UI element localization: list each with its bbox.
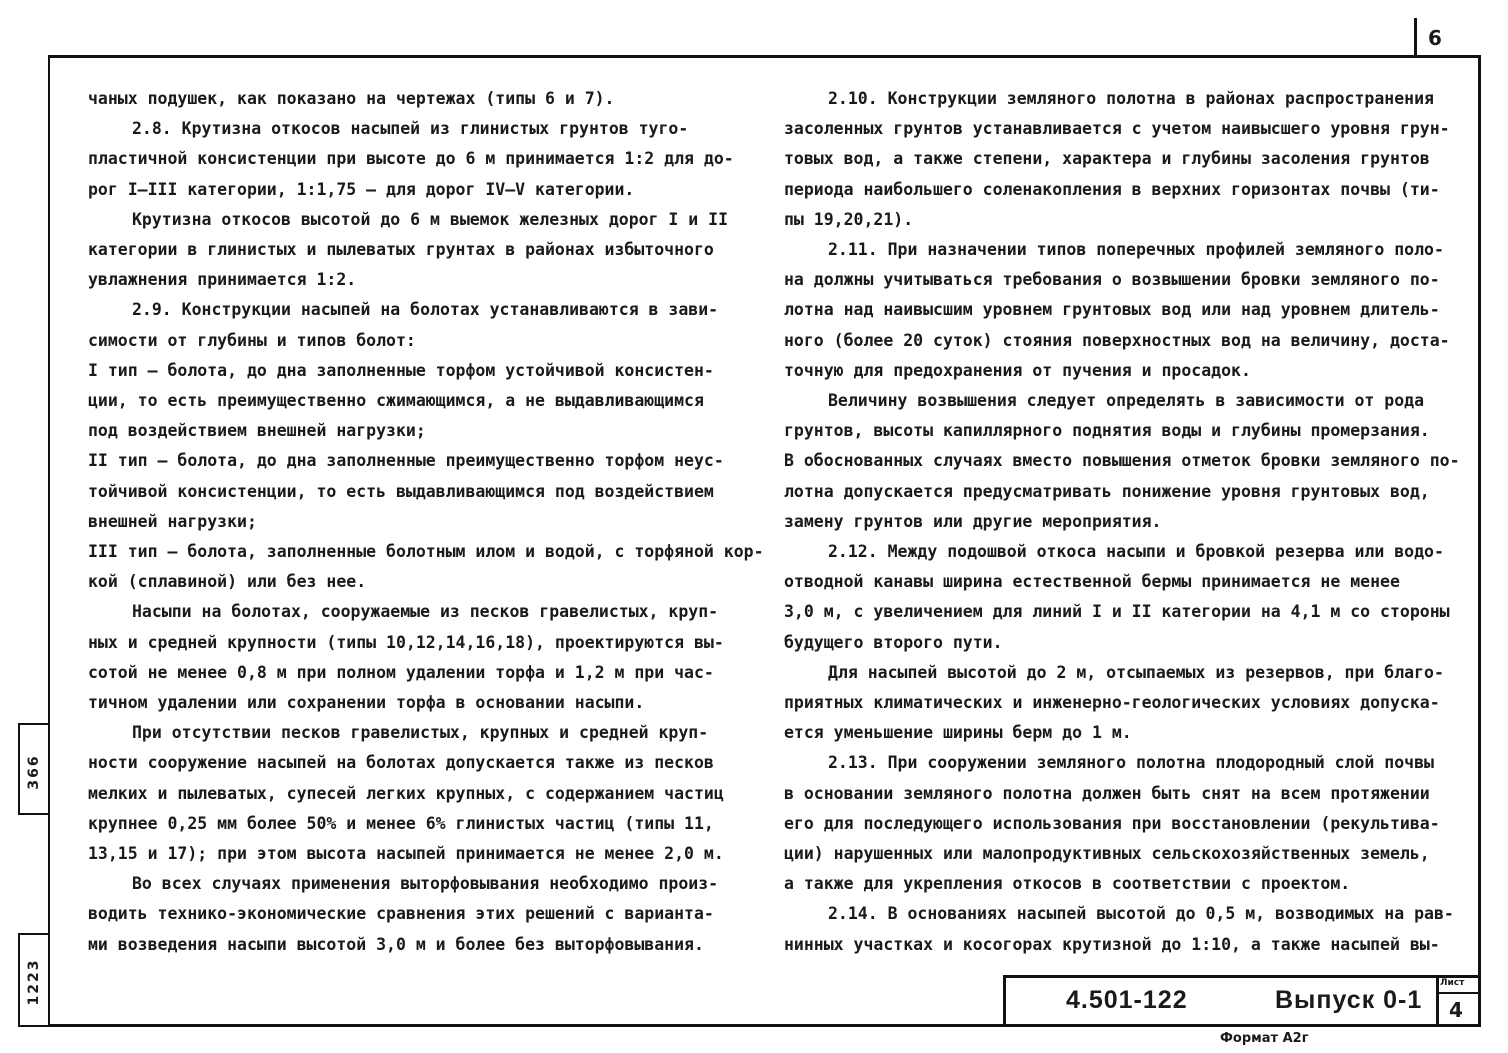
text-line: периода наибольшего соленакопления в верхних горизонтах почвы (ти- [784,179,1440,199]
text-line: ми возведения насыпи высотой 3,0 м и более без выторфовывания. [88,934,704,954]
text-line: приятных климатических и инженерно-геологических условиях допуска- [784,693,1440,713]
text-line: нинных участках и косогорах крутизной до 1:10, а также насыпей вы- [784,934,1440,954]
text-line: тичном удалении или сохранении торфа в основании насыпи. [88,693,645,713]
text-line: 2.14. В основаниях насыпей высотой до 0,5 м, возводимых на рав- [828,904,1454,924]
sheet-number: 4 [1449,998,1463,1022]
text-line: внешней нагрузки; [88,511,257,531]
title-block-sheet-divider [1436,975,1439,1027]
title-block-sheet-line [1436,992,1481,994]
text-line: засоленных грунтов устанавливается с учетом наивысшего уровня грун- [784,119,1450,139]
text-line: точную для предохранения от пучения и просадок. [784,360,1251,380]
text-line: 2.11. При назначении типов поперечных профилей земляного поло- [828,240,1444,260]
text-line: При отсутствии песков гравелистых, крупных и средней круп- [132,723,709,743]
text-line: замену грунтов или другие мероприятия. [784,511,1162,531]
text-line: 3,0 м, с увеличением для линий I и II категории на 4,1 м со стороны [784,602,1450,622]
text-line: грунтов, высоты капиллярного поднятия воды и глубины промерзания. [784,421,1430,441]
text-line: 2.9. Конструкции насыпей на болотах устанавливаются в зави- [132,300,719,320]
text-line: чаных подушек, как показано на чертежах (типы 6 и 7). [88,89,615,108]
side-stamp-upper: 366 [26,754,42,790]
title-block-left-line [1003,975,1006,1027]
text-line: II тип – болота, до дна заполненные преимущественно торфом неус- [88,451,724,471]
text-line: товых вод, а также степени, характера и глубины засоления грунтов [784,149,1430,169]
text-line: 2.8. Крутизна откосов насыпей из глинистых грунтов туго- [132,119,689,139]
text-line: ции) нарушенных или малопродуктивных сельскохозяйственных земель, [784,844,1430,864]
text-line: под воздействием внешней нагрузки; [88,421,426,441]
right-text-column [784,84,1460,960]
text-line: водить технико-экономические сравнения этих решений с варианта- [88,904,714,924]
text-line: Насыпи на болотах, сооружаемые из песков гравелистых, круп- [132,602,719,622]
text-line: его для последующего использования при восстановлении (рекультива- [784,813,1440,833]
text-line: ется уменьшение ширины берм до 1 м. [784,723,1132,743]
text-line: будущего второго пути. [784,632,1003,652]
text-line: Для насыпей высотой до 2 м, отсыпаемых из резервов, при благо- [828,662,1444,682]
text-line: категории в глинистых и пылеватых грунтах в районах избыточного [88,240,714,260]
text-line: Величину возвышения следует определять в зависимости от рода [828,391,1425,411]
text-line: отводной канавы ширина естественной бермы принимается не менее [784,572,1400,592]
text-line: мелких и пылеватых, супесей легких крупных, с содержанием частиц [88,783,724,803]
document-code: 4.501-122 [1066,986,1188,1014]
page-number-box [1414,18,1484,55]
text-line: лотна допускается предусматривать понижение уровня грунтовых вод, [784,481,1430,501]
text-line: 13,15 и 17); при этом высота насыпей принимается не менее 2,0 м. [88,844,724,864]
text-line: кой (сплавиной) или без нее. [88,572,367,592]
text-line: пы 19,20,21). [784,209,914,229]
text-line: 2.13. При сооружении земляного полотна плодородный слой почвы [828,753,1434,773]
text-line: В обоснованных случаях вместо повышения отметок бровки земляного по- [784,451,1460,471]
sheet-label: Лист [1440,978,1465,988]
text-line: ности сооружение насыпей на болотах допускается также из песков [88,753,714,773]
text-line: Во всех случаях применения выторфовывания необходимо произ- [132,874,719,894]
text-line: пластичной консистенции при высоте до 6 м принимается 1:2 для до- [88,149,734,169]
text-line: 2.12. Между подошвой откоса насыпи и бровкой резерва или водо- [828,542,1444,562]
text-line: рог I–III категории, 1:1,75 – для дорог IV–V категории. [88,179,635,199]
text-line: лотна над наивысшим уровнем грунтовых вод или над уровнем длитель- [784,300,1440,320]
text-line: III тип – болота, заполненные болотным илом и водой, с торфяной кор- [88,542,764,562]
text-line: ных и средней крупности (типы 10,12,14,16,18), проектируются вы- [88,632,724,652]
text-line: I тип – болота, до дна заполненные торфом устойчивой консистен- [88,360,714,380]
text-line: а также для укрепления откосов в соответствии с проектом. [784,874,1351,894]
format-label: Формат А2г [1220,1031,1309,1046]
text-line: ного (более 20 суток) стояния поверхностных вод на величину, доста- [784,330,1450,350]
text-line: в основании земляного полотна должен быть снят на всем протяжении [784,783,1430,803]
left-text-column [88,84,764,960]
text-line: симости от глубины и типов болот: [88,330,416,350]
text-line: тойчивой консистенции, то есть выдавливающимся под воздействием [88,481,714,501]
text-line: сотой не менее 0,8 м при полном удалении торфа и 1,2 м при час- [88,662,714,682]
text-line: увлажнения принимается 1:2. [88,270,357,290]
text-line: 2.10. Конструкции земляного полотна в районах распространения [828,89,1434,108]
title-block-top-line [1003,975,1481,978]
side-stamp-lower: 1223 [26,958,42,1006]
text-line: на должны учитываться требования о возвышении бровки земляного по- [784,270,1440,290]
page-number: 6 [1428,26,1442,50]
text-line: ции, то есть преимущественно сжимающимся, а не выдавливающимся [88,391,704,411]
issue-label: Выпуск 0-1 [1275,986,1423,1014]
text-line: крупнее 0,25 мм более 50% и менее 6% глинистых частиц (типы 11, [88,813,714,833]
text-line: Крутизна откосов высотой до 6 м выемок железных дорог I и II [132,209,729,229]
